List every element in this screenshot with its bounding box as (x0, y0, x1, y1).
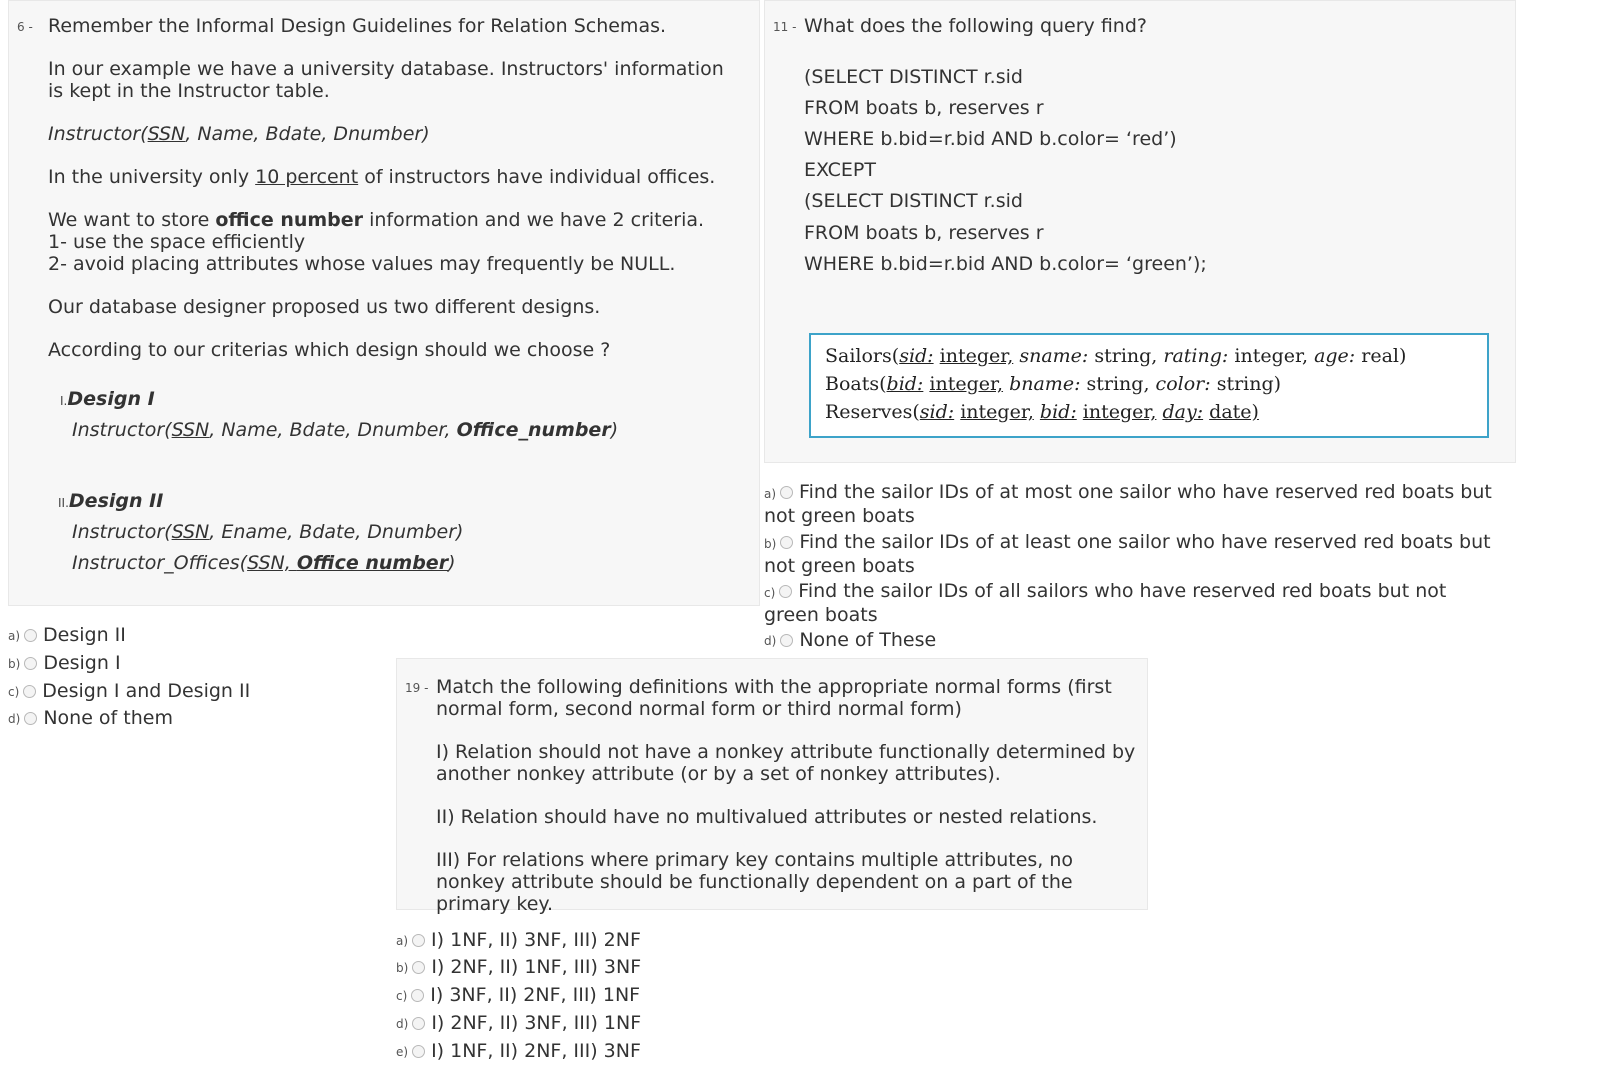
schema-sailors: Sailors(sid: integer, sname: string, rating: integer, age: real) (825, 345, 1407, 367)
q6-prompt: Remember the Informal Design Guidelines for Relation Schemas. (48, 15, 667, 37)
sql-line: FROM boats b, reserves r (804, 97, 1044, 119)
q19-option-d[interactable]: d) I) 2NF, II) 3NF, III) 1NF (396, 1012, 642, 1034)
design-1-title: Design I (67, 388, 155, 410)
sql-line: FROM boats b, reserves r (804, 222, 1044, 244)
radio-button[interactable] (412, 1017, 425, 1030)
design-2-schema-2: Instructor_Offices(SSN, Office number) (72, 552, 456, 574)
q6-instructor-schema: Instructor(SSN, Name, Bdate, Dnumber) (48, 123, 430, 145)
q19-definition-2: II) Relation should have no multivalued attributes or nested relations. (436, 806, 1098, 828)
question-19-number: 19 - (405, 681, 429, 695)
radio-button[interactable] (412, 961, 425, 974)
q19-option-b[interactable]: b) I) 2NF, II) 1NF, III) 3NF (396, 956, 642, 978)
design-1-heading: I.Design I (60, 388, 155, 410)
question-11-number: 11 - (773, 20, 797, 34)
radio-button[interactable] (24, 657, 37, 670)
radio-button[interactable] (412, 934, 425, 947)
q6-paragraph-1: In our example we have a university database. Instructors' information is kept in the Instructor table. (48, 58, 724, 102)
q6-paragraph-6: According to our criterias which design should we choose ? (48, 339, 611, 361)
q11-option-d[interactable]: d) None of These (764, 629, 937, 651)
sql-line: EXCEPT (804, 159, 876, 181)
radio-button[interactable] (24, 629, 37, 642)
q6-schema-key: SSN (147, 123, 186, 145)
schema-image (809, 333, 1489, 438)
question-19-stem (436, 676, 1136, 936)
sql-line: (SELECT DISTINCT r.sid (804, 66, 1023, 88)
q6-option-a[interactable]: a) Design II (8, 624, 126, 646)
radio-button[interactable] (412, 1045, 425, 1058)
q11-option-b[interactable]: b) Find the sailor IDs of at least one sailor who have reserved red boats but not green boats (764, 531, 1491, 577)
design-2-heading: II.Design II (58, 490, 164, 512)
q6-paragraph-4: We want to store office number information and we have 2 criteria. (48, 209, 705, 231)
q6-criterion-2: 2- avoid placing attributes whose values may frequently be NULL. (48, 253, 676, 275)
radio-button[interactable] (779, 585, 792, 598)
q6-criterion-1: 1- use the space efficiently (48, 231, 306, 253)
q11-option-a[interactable]: a) Find the sailor IDs of at most one sailor who have reserved red boats but not green boats (764, 481, 1492, 527)
q19-prompt: Match the following definitions with the appropriate normal forms (first normal form, second normal form or third normal form) (436, 676, 1112, 720)
sql-line: WHERE b.bid=r.bid AND b.color= ‘green’); (804, 253, 1207, 275)
design-2-schema-1: Instructor(SSN, Ename, Bdate, Dnumber) (72, 521, 464, 543)
q19-definition-3: III) For relations where primary key contains multiple attributes, no nonkey attribute should be functionally dependent on a part of the primary key. (436, 849, 1074, 915)
schema-reserves: Reserves(sid: integer, bid: integer, day: date) (825, 401, 1259, 423)
radio-button[interactable] (411, 989, 424, 1002)
q19-option-a[interactable]: a) I) 1NF, II) 3NF, III) 2NF (396, 929, 641, 951)
schema-boats: Boats(bid: integer, bname: string, color: string) (825, 373, 1282, 395)
design-1-schema: Instructor(SSN, Name, Bdate, Dnumber, Office_number) (72, 419, 619, 441)
q6-paragraph-3: In the university only 10 percent of instructors have individual offices. (48, 166, 716, 188)
q6-option-d[interactable]: d) None of them (8, 707, 173, 729)
design-2-title: Design II (68, 490, 164, 512)
radio-button[interactable] (780, 536, 793, 549)
radio-button[interactable] (780, 634, 793, 647)
radio-button[interactable] (24, 712, 37, 725)
q11-option-c[interactable]: c) Find the sailor IDs of all sailors who have reserved red boats but not green boats (764, 580, 1447, 626)
question-6-number: 6 - (17, 20, 33, 34)
q19-definition-1: I) Relation should not have a nonkey attribute functionally determined by another nonkey attribute (or by a set of nonkey attributes). (436, 741, 1136, 785)
question-6-stem (48, 15, 738, 382)
q6-option-b[interactable]: b) Design I (8, 652, 121, 674)
q11-prompt: What does the following query find? (804, 15, 1147, 37)
q6-paragraph-5: Our database designer proposed us two different designs. (48, 296, 601, 318)
sql-line: WHERE b.bid=r.bid AND b.color= ‘red’) (804, 128, 1177, 150)
radio-button[interactable] (780, 486, 793, 499)
radio-button[interactable] (23, 685, 36, 698)
q19-option-e[interactable]: e) I) 1NF, II) 2NF, III) 3NF (396, 1040, 641, 1062)
sql-line: (SELECT DISTINCT r.sid (804, 190, 1023, 212)
q6-option-c[interactable]: c) Design I and Design II (8, 680, 251, 702)
q19-option-c[interactable]: c) I) 3NF, II) 2NF, III) 1NF (396, 984, 641, 1006)
